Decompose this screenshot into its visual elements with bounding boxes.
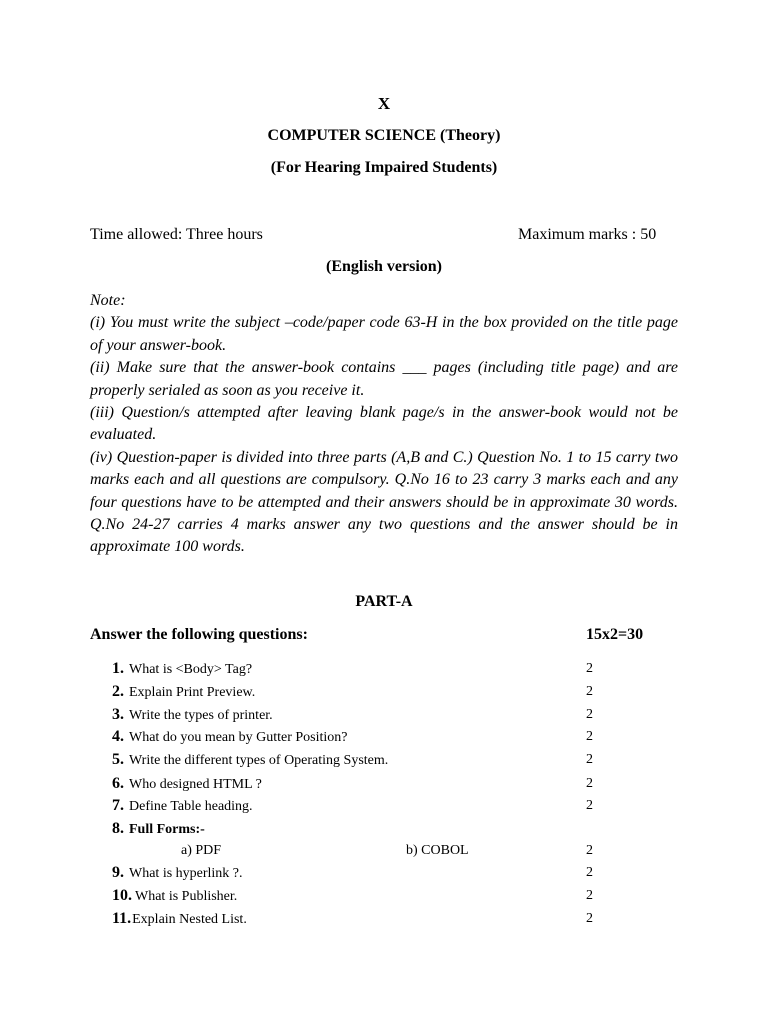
question-item [112, 750, 388, 770]
grade-heading: X [377, 94, 391, 113]
subject-heading: COMPUTER SCIENCE (Theory) [267, 127, 501, 144]
question-marks: 2 [586, 865, 593, 880]
part-a-marks-scheme: 15x2=30 [586, 626, 644, 643]
question-text: Define Table heading. [129, 799, 253, 814]
question-item [112, 774, 262, 794]
question-number: 5. [112, 751, 124, 768]
question-item [112, 863, 243, 883]
question-text: Explain Nested List. [132, 912, 247, 927]
note-item: (ii) Make sure that the answer-book contains ___ pages (including title page) and are properly serialed as soon as you receive it. [90, 359, 678, 399]
question-text: Write the types of printer. [129, 708, 273, 723]
question-number: 10. [112, 887, 132, 904]
question-item [112, 682, 255, 702]
question-marks: 2 [586, 684, 593, 699]
question-number: 11. [112, 910, 132, 927]
time-allowed: Time allowed: Three hours [90, 226, 263, 243]
question-item [112, 727, 348, 747]
question-text: Full Forms:- [129, 822, 205, 837]
question-text: What is Publisher. [135, 889, 238, 904]
question-marks: 2 [586, 776, 593, 791]
maximum-marks: Maximum marks : 50 [518, 226, 657, 243]
question-text: Who designed HTML ? [129, 777, 262, 792]
part-a-instruction: Answer the following questions: [90, 626, 308, 643]
question-number: 3. [112, 706, 124, 723]
question-number: 4. [112, 728, 124, 745]
question-item [112, 659, 252, 679]
question-number: 8. [112, 820, 124, 837]
question-marks: 2 [586, 888, 593, 903]
instructions-notes [90, 290, 678, 559]
question-item [112, 909, 247, 929]
full-form-option-a: a) PDF [181, 843, 222, 858]
question-marks: 2 [586, 798, 593, 813]
question-text: What is hyperlink ?. [129, 866, 243, 881]
question-marks: 2 [586, 843, 593, 858]
question-item [112, 886, 237, 906]
question-number: 9. [112, 864, 124, 881]
question-number: 2. [112, 683, 124, 700]
question-number: 1. [112, 660, 124, 677]
question-marks: 2 [586, 752, 593, 767]
question-item [112, 796, 253, 816]
question-marks: 2 [586, 729, 593, 744]
note-item: (iii) Question/s attempted after leaving blank page/s in the answer-book would not be evaluated. [90, 404, 678, 444]
audience-heading: (For Hearing Impaired Students) [270, 159, 498, 176]
question-number: 7. [112, 797, 124, 814]
note-item: (iv) Question-paper is divided into three parts (A,B and C.) Question No. 1 to 15 carry two marks each and all questions are compulsory. Q.No 16 to 23 carry 3 marks each and any four questions have to be attempted and their answers should be in approximate 30 words. Q.No 24-27 carries 4 marks answer any two questions and the answer should be in approximate 100 words. [90, 448, 678, 556]
question-marks: 2 [586, 707, 593, 722]
version-label: (English version) [325, 258, 442, 275]
question-marks: 2 [586, 911, 593, 926]
question-item [112, 705, 273, 725]
question-text: What do you mean by Gutter Position? [129, 730, 348, 745]
full-form-option-b: b) COBOL [406, 843, 469, 858]
question-marks: 2 [586, 661, 593, 676]
note-heading: Note: [90, 292, 126, 309]
question-text: Explain Print Preview. [129, 685, 256, 700]
question-text: Write the different types of Operating System. [129, 753, 389, 768]
question-number: 6. [112, 775, 124, 792]
question-text: What is <Body> Tag? [129, 662, 253, 677]
question-item [112, 819, 205, 839]
note-item: (i) You must write the subject –code/paper code 63-H in the box provided on the title page of your answer-book. [90, 314, 678, 354]
part-a-title: PART-A [355, 593, 413, 610]
